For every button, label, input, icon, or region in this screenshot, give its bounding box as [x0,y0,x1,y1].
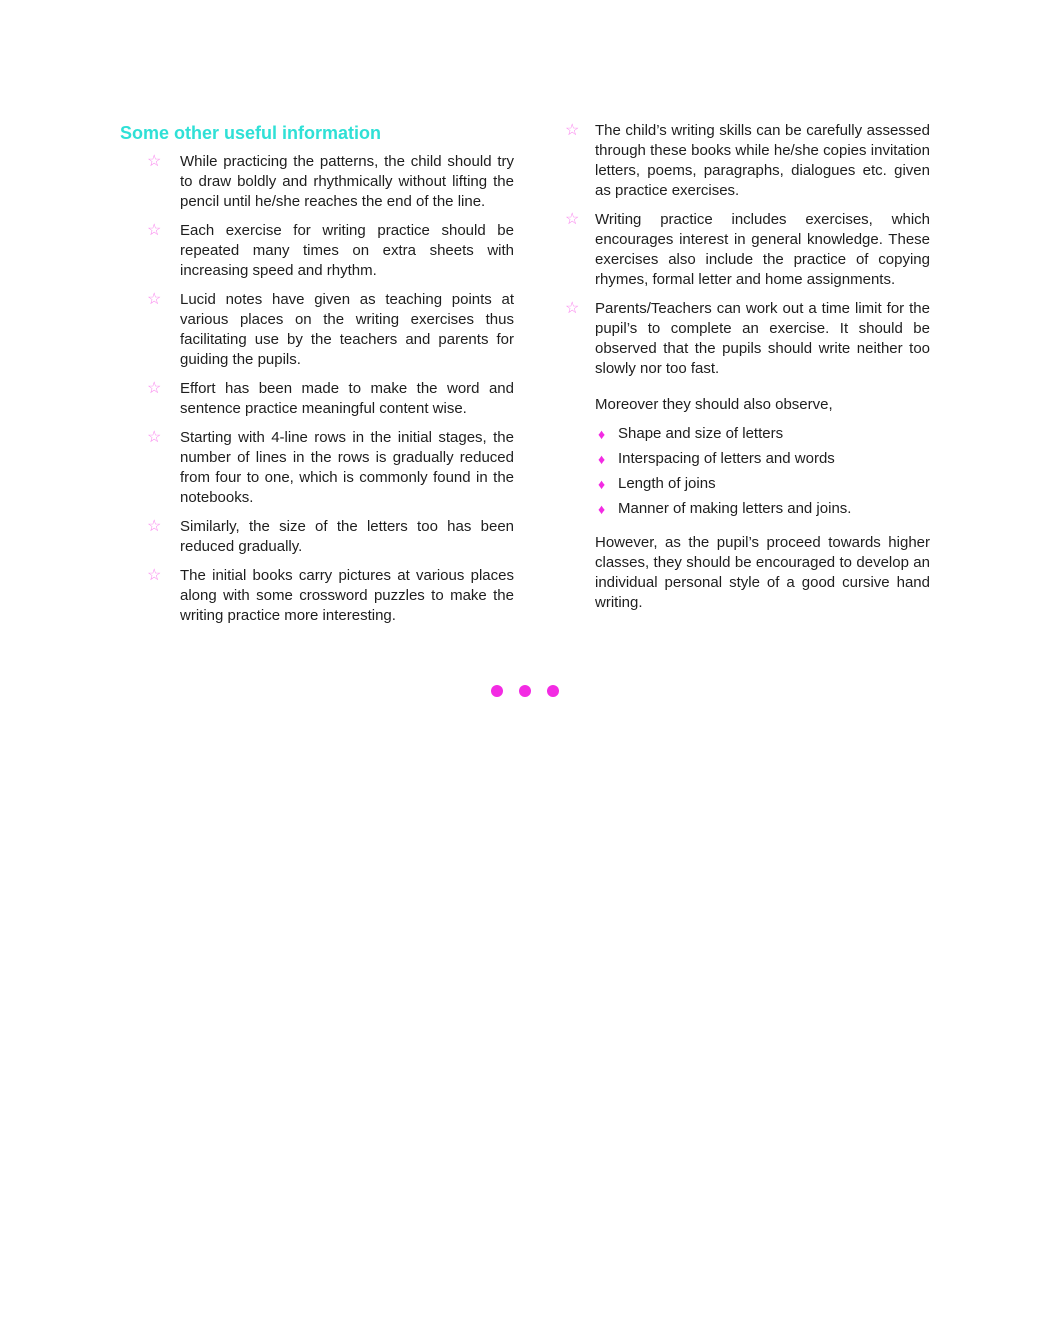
list-item-text: Similarly, the size of the letters too has been reduced gradually. [180,518,514,555]
diamond-bullet-icon: ♦ [598,476,606,492]
star-bullet-icon: ☆ [147,153,162,170]
list-item [598,424,930,444]
list-item-text: Starting with 4-line rows in the initial stages, the number of lines in the rows is gradually reduced from four to one, which is commonly found in the notebooks. [180,429,514,506]
star-bullet-icon: ☆ [565,122,580,139]
observe-intro-text: Moreover they should also observe, [595,396,833,413]
list-item [598,474,930,494]
list-item-text: Shape and size of letters [618,425,784,442]
separator-dot [491,685,503,697]
star-bullet-icon: ☆ [565,300,580,317]
two-column-layout [120,121,930,635]
star-bullet-icon: ☆ [565,211,580,228]
list-item [120,566,514,626]
star-bullet-icon: ☆ [147,429,162,446]
list-item [120,290,514,370]
list-item-text: Writing practice includes exercises, which encourages interest in general knowledge. These exercises also include the practice of copying rhymes, formal letter and home assignments. [595,211,930,288]
list-item-text: Length of joins [618,475,716,492]
list-item [120,517,514,557]
list-item [565,299,930,379]
list-item [120,379,514,419]
diamond-bullet-icon: ♦ [598,426,606,442]
list-item [598,449,930,469]
section-separator [0,685,1050,697]
list-item-text: Lucid notes have given as teaching points at various places on the writing exercises thus facilitating use by the teachers and parents for guiding the pupils. [180,291,514,368]
left-column [120,121,514,635]
star-bullet-icon: ☆ [147,380,162,397]
diamond-bullet-icon: ♦ [598,501,606,517]
list-item [565,210,930,290]
list-item [120,221,514,281]
list-item-text: The initial books carry pictures at various places along with some crossword puzzles to make the writing practice more interesting. [180,567,514,624]
list-item-text: Interspacing of letters and words [618,450,835,467]
list-item [565,121,930,201]
separator-dot [547,685,559,697]
star-bullet-icon: ☆ [147,222,162,239]
star-bullet-icon: ☆ [147,291,162,308]
list-item-text: Manner of making letters and joins. [618,500,852,517]
list-item-text: Parents/Teachers can work out a time limit for the pupil’s to complete an exercise. It should be observed that the pupils should write neither too slowly nor too fast. [595,300,930,377]
diamond-bullet-icon: ♦ [598,451,606,467]
right-column [565,121,930,635]
list-item-text: The child’s writing skills can be carefully assessed through these books while he/she copies invitation letters, poems, paragraphs, dialogues etc. given as practice exercises. [595,122,930,199]
star-bullet-icon: ☆ [147,567,162,584]
list-item [598,499,930,519]
list-item-text: Each exercise for writing practice should be repeated many times on extra sheets with increasing speed and rhythm. [180,222,514,279]
observe-list [598,424,930,519]
list-item-text: Effort has been made to make the word and sentence practice meaningful content wise. [180,380,514,417]
list-item [120,152,514,212]
list-item-text: While practicing the patterns, the child should try to draw boldly and rhythmically without lifting the pencil until he/she reaches the end of the line. [180,153,514,210]
separator-dot [519,685,531,697]
right-bullet-list [565,121,930,379]
left-bullet-list [120,152,514,626]
list-item [120,428,514,508]
star-bullet-icon: ☆ [147,518,162,535]
page-title: Some other useful information [120,123,382,143]
closing-paragraph: However, as the pupil’s proceed towards higher classes, they should be encouraged to develop an individual personal style of a good cursive hand writing. [595,534,930,611]
